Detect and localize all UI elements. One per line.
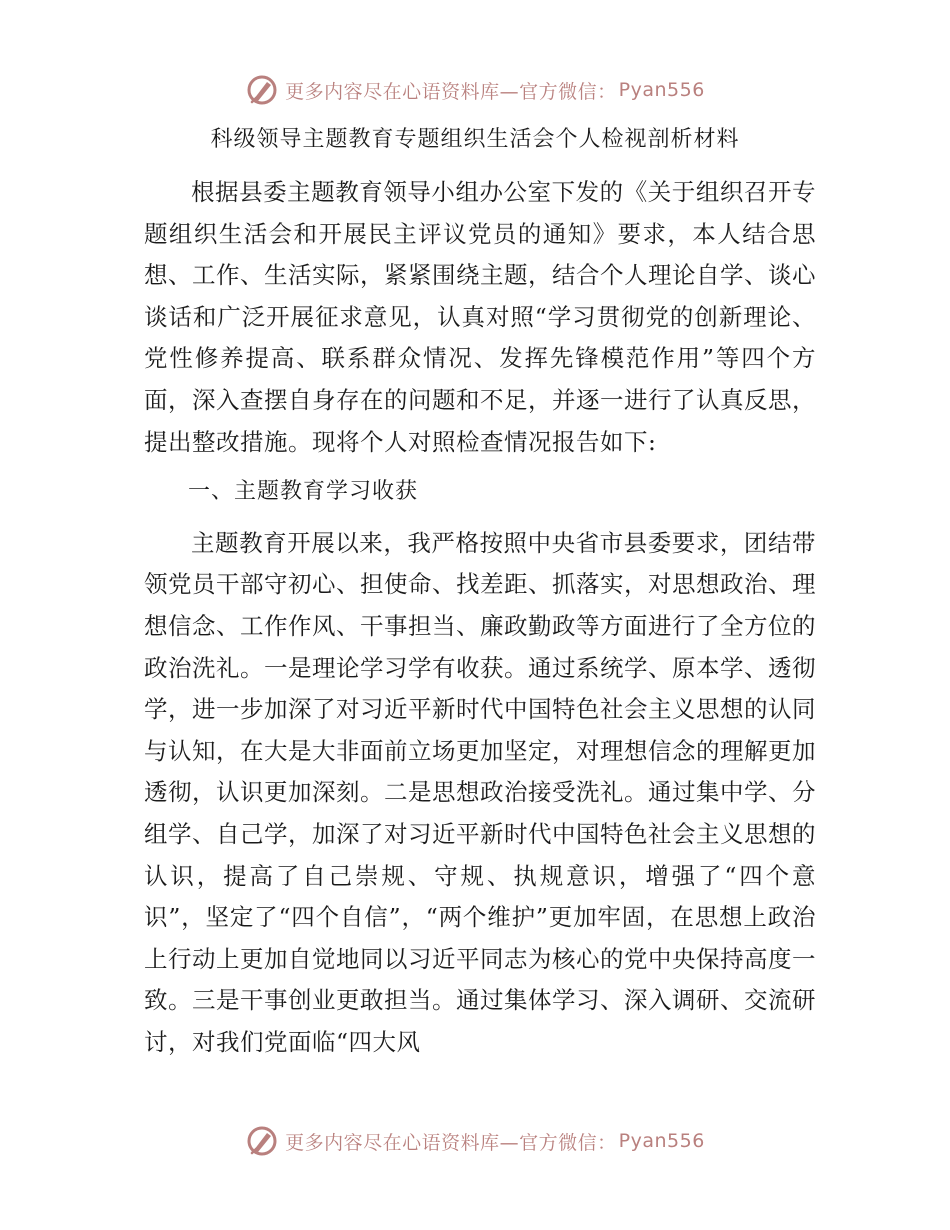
quill-logo-icon: [245, 73, 279, 107]
watermark-text: 更多内容尽在心语资料库—官方微信：: [285, 1131, 617, 1154]
watermark-wechat-id: Pyan556: [618, 1130, 705, 1152]
watermark-footer: [0, 1121, 950, 1161]
section-heading: 一、主题教育学习收获: [188, 479, 419, 505]
watermark-wechat-id: Pyan556: [618, 79, 705, 101]
body-paragraph: 主题教育开展以来，我严格按照中央省市县委要求，团结带领党员干部守初心、担使命、找差距、抓落实，对思想政治、理想信念、工作作风、干事担当、廉政勤政等方面进行了全方位的政治洗礼。一是理论学习学有收获。通过系统学、原本学、透彻学，进一步加深了对习近平新时代中国特色社会主义思想的认同与认知，在大是大非面前立场更加坚定，对理想信念的理解更加透彻，认识更加深刻。二是思想政治接受洗礼。通过集中学、分组学、自己学，加深了对习近平新时代中国特色社会主义思想的认识，提高了自己崇规、守规、执规意识，增强了“四个意识”，坚定了“四个自信”，“两个维护”更加牢固，在思想上政治上行动上更加自觉地同以习近平同志为核心的党中央保持高度一致。三是干事创业更敢担当。通过集体学习、深入调研、交流研讨，对我们党面临“四大风: [144, 528, 816, 1056]
quill-logo-icon: [245, 1124, 279, 1158]
watermark-text: 更多内容尽在心语资料库—官方微信：: [285, 80, 617, 103]
document-body: [144, 172, 816, 1063]
intro-paragraph: 根据县委主题教育领导小组办公室下发的《关于组织召开专题组织生活会和开展民主评议党员的通知》要求，本人结合思想、工作、生活实际，紧紧围绕主题，结合个人理论自学、谈心谈话和广泛开展征求意见，认真对照“学习贯彻党的创新理论、党性修养提高、联系群众情况、发挥先锋模范作用”等四个方面，深入查摆自身存在的问题和不足，并逐一进行了认真反思，提出整改措施。现将个人对照检查情况报告如下:: [144, 178, 816, 456]
watermark-header: [0, 70, 950, 110]
document-title: 科级领导主题教育专题组织生活会个人检视剖析材料: [210, 127, 740, 152]
